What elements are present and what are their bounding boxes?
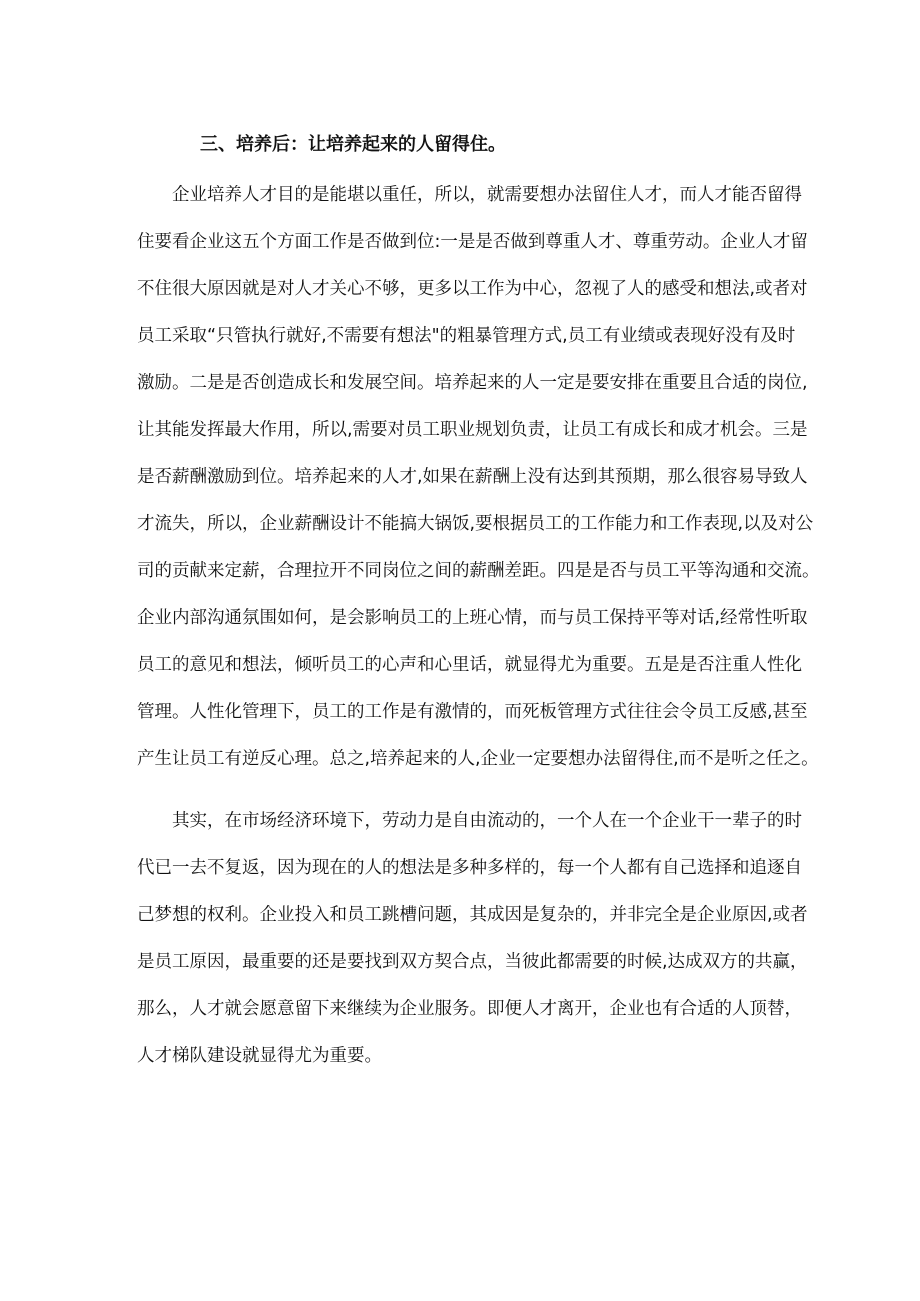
paragraph-line: 激励。二是是否创造成长和发展空间。培养起来的人一定是要安排在重要且合适的岗位, bbox=[137, 373, 808, 393]
paragraph-line: 员工采取“只管执行就好,不需要有想法"的粗暴管理方式,员工有业绩或表现好没有及时 bbox=[137, 326, 796, 346]
paragraph-line: 是员工原因，最重要的还是要找到双方契合点，当彼此都需要的时候,达成双方的共赢， bbox=[137, 952, 808, 972]
paragraph-line: 其实，在市场经济环境下，劳动力是自由流动的，一个人在一个企业干一辈子的时 bbox=[172, 811, 802, 831]
section-heading: 三、培养后：让培养起来的人留得住。 bbox=[200, 134, 506, 155]
paragraph-line: 代已一去不复返，因为现在的人的想法是多种多样的，每一个人都有自己选择和追逐自 bbox=[137, 858, 802, 878]
paragraph-line: 才流失，所以，企业薪酬设计不能搞大锅饭,要根据员工的工作能力和工作表现,以及对公 bbox=[137, 514, 814, 534]
paragraph-line: 让其能发挥最大作用，所以,需要对员工职业规划负责，让员工有成长和成才机会。三是 bbox=[137, 420, 808, 440]
paragraph-line: 人才梯队建设就显得尤为重要。 bbox=[137, 1046, 382, 1066]
paragraph-line: 司的贡献来定薪，合理拉开不同岗位之间的薪酬差距。四是是否与员工平等沟通和交流。 bbox=[137, 561, 820, 581]
paragraph-line: 企业内部沟通氛围如何，是会影响员工的上班心情，而与员工保持平等对话,经常性听取 bbox=[137, 608, 808, 628]
paragraph-line: 不住很大原因就是对人才关心不够，更多以工作为中心，忽视了人的感受和想法,或者对 bbox=[137, 279, 808, 299]
paragraph-line: 产生让员工有逆反心理。总之,培养起来的人,企业一定要想办法留得住,而不是听之任之。 bbox=[137, 749, 819, 769]
paragraph-line: 是否薪酬激励到位。培养起来的人才,如果在薪酬上没有达到其预期，那么很容易导致人 bbox=[137, 467, 808, 487]
paragraph-line: 住要看企业这五个方面工作是否做到位:一是是否做到尊重人才、尊重劳动。企业人才留 bbox=[137, 232, 808, 252]
paragraph-line: 管理。人性化管理下，员工的工作是有激情的，而死板管理方式往往会令员工反感,甚至 bbox=[137, 702, 808, 722]
paragraph-line: 企业培养人才目的是能堪以重任，所以，就需要想办法留住人才，而人才能否留得 bbox=[172, 185, 802, 205]
paragraph-line: 己梦想的权利。企业投入和员工跳槽问题，其成因是复杂的，并非完全是企业原因,或者 bbox=[137, 905, 808, 925]
paragraph-line: 员工的意见和想法，倾听员工的心声和心里话，就显得尤为重要。五是是否注重人性化 bbox=[137, 655, 802, 675]
paragraph-line: 那么，人才就会愿意留下来继续为企业服务。即便人才离开，企业也有合适的人顶替， bbox=[137, 999, 802, 1019]
